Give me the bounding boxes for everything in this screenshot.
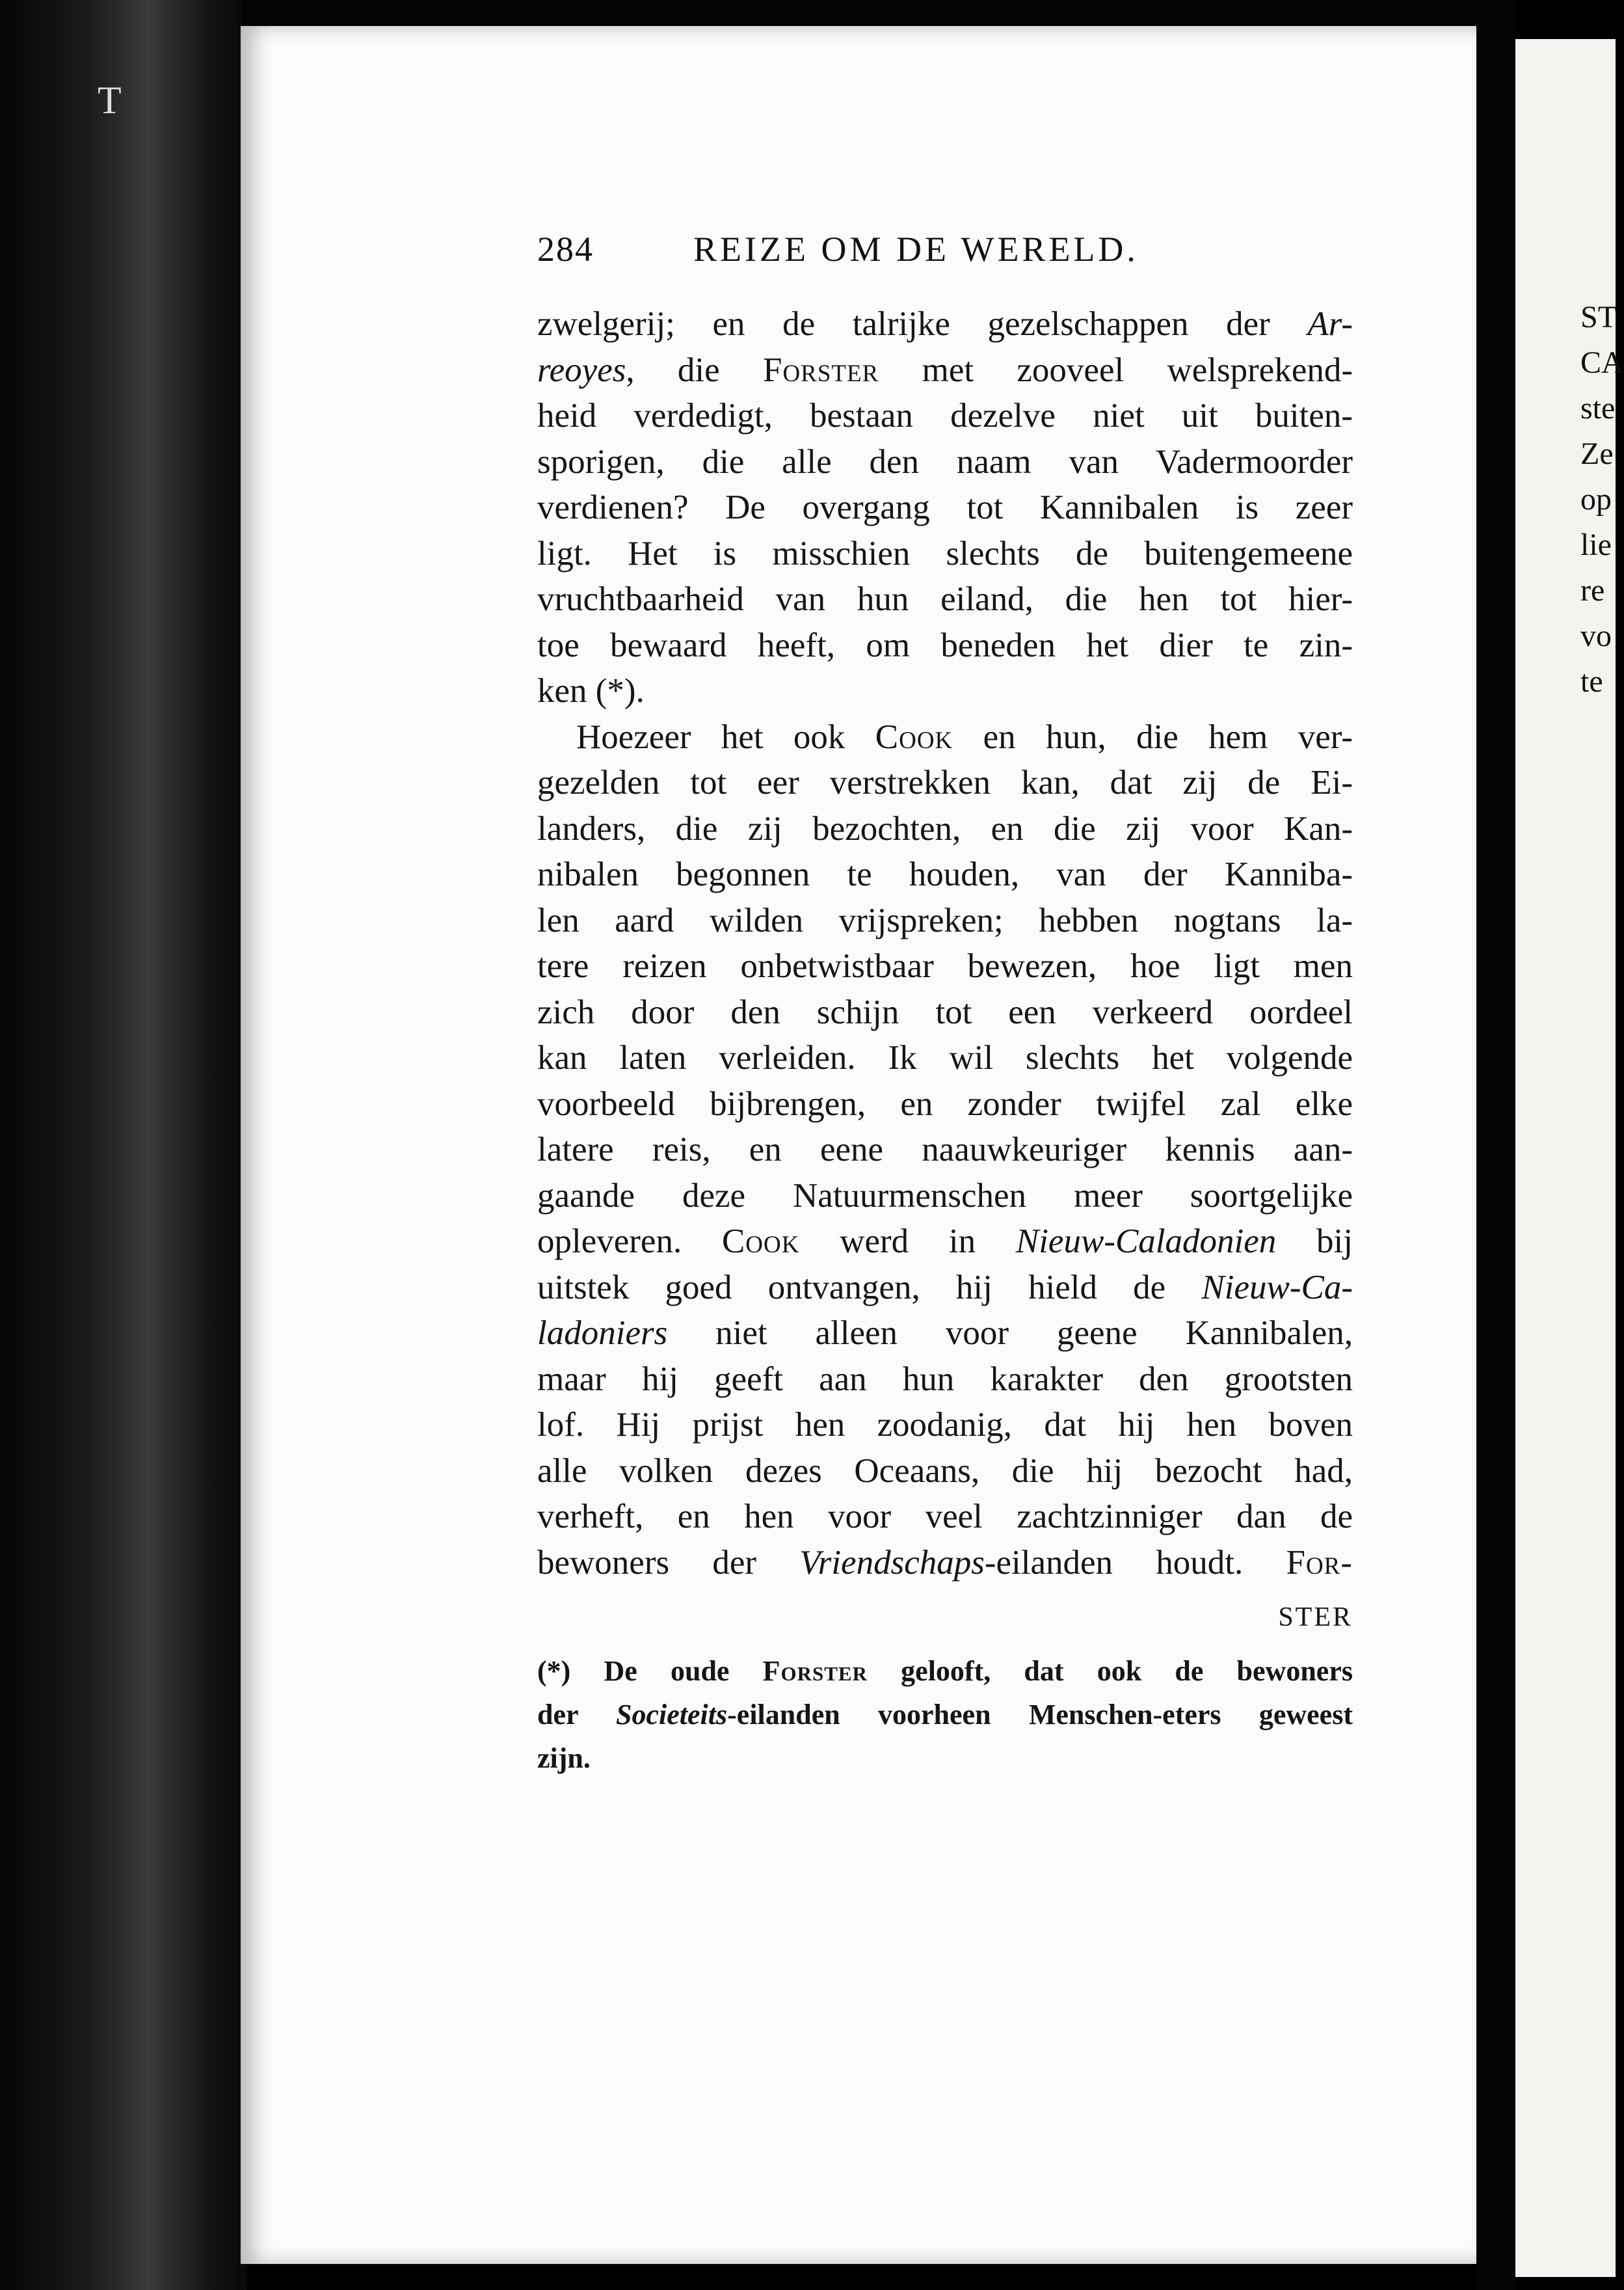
body-text-run: tere reizen onbetwistbaar bewezen, hoe ligt men <box>537 947 1353 985</box>
main-text <box>537 301 1353 1585</box>
footnote-line <box>537 1649 1353 1693</box>
body-text-run: len aard wilden vrijspreken; hebben nogtans la- <box>537 901 1353 939</box>
body-text-run: -eilanden houdt. <box>984 1543 1286 1582</box>
body-text-run: Vriendschaps <box>799 1543 985 1582</box>
body-line <box>537 576 1353 623</box>
body-text-run: zwelgerij; en de talrijke gezelschappen der <box>537 305 1308 343</box>
body-text-run: reoyes <box>537 351 626 389</box>
body-text-run: bij <box>1276 1222 1353 1260</box>
body-line <box>537 1265 1353 1311</box>
body-line <box>537 301 1353 347</box>
top-shadow <box>241 0 1476 27</box>
body-text-run: lof. Hij prijst hen zoodanig, dat hij hen boven <box>537 1406 1353 1444</box>
body-text-run: heid verdedigt, bestaan dezelve niet uit buiten- <box>537 397 1353 435</box>
footnote-text-run: gelooft, dat ook de bewoners <box>867 1655 1353 1687</box>
adjacent-page-text: Ze <box>1580 437 1614 471</box>
body-line <box>537 1081 1353 1127</box>
body-text-run: gaande deze Natuurmenschen meer soortgelijke <box>537 1176 1353 1215</box>
body-text-run: ladoniers <box>537 1314 668 1352</box>
body-text-run: bewoners der <box>537 1543 800 1582</box>
body-text-run: Nieuw-Caladonien <box>1015 1222 1277 1260</box>
body-line <box>537 623 1353 669</box>
body-text-run: zich door den schijn tot een verkeerd oordeel <box>537 993 1353 1031</box>
body-text-run: kan laten verleiden. Ik wil slechts het volgende <box>537 1039 1353 1077</box>
running-title: REIZE OM DE WERELD. <box>693 230 1139 269</box>
body-line <box>537 898 1353 944</box>
footnote-text-run: Societeits <box>616 1699 728 1731</box>
body-text-run: gezelden tot eer verstrekken kan, dat zij de Ei- <box>537 764 1353 801</box>
body-text-run: Forster <box>762 351 879 389</box>
body-text-run: Ar- <box>1307 305 1353 343</box>
adjacent-page-text: ste <box>1580 391 1616 425</box>
footnote-text-run: (*) De oude <box>537 1655 763 1687</box>
body-text-run: Cook <box>721 1222 800 1260</box>
body-line <box>537 1540 1353 1586</box>
adjacent-page-text: CA <box>1580 345 1624 380</box>
body-text-run: verheft, en hen voor veel zachtzinniger dan de <box>537 1498 1353 1535</box>
body-line <box>537 990 1353 1036</box>
body-line <box>537 1448 1353 1494</box>
gutter-shadow <box>1476 0 1515 2290</box>
body-text-run: vruchtbaarheid van hun eiland, die hen tot hier- <box>537 580 1353 618</box>
body-line <box>537 1173 1353 1219</box>
body-text-run: en hun, die hem ver- <box>953 718 1353 756</box>
footnote-text-run: Forster <box>762 1655 868 1687</box>
adjacent-page-text: re <box>1580 573 1605 608</box>
body-text-run: Hoezeer het ook <box>576 718 875 756</box>
footnote-text-run: zijn. <box>537 1742 591 1774</box>
body-line <box>537 393 1353 439</box>
body-text-run: alle volken dezes Oceaans, die hij bezocht had, <box>537 1451 1353 1490</box>
body-line <box>537 760 1353 806</box>
body-line <box>537 1127 1353 1173</box>
body-text-run: Cook <box>875 718 953 756</box>
body-line <box>537 1219 1353 1265</box>
body-line <box>537 852 1353 898</box>
body-text-run: opleveren. <box>537 1222 722 1260</box>
body-line <box>537 1310 1353 1356</box>
body-text-run: verdienen? De overgang tot Kannibalen is zeer <box>537 489 1353 526</box>
adjacent-page-text: vo <box>1580 619 1612 653</box>
body-text-run: For- <box>1286 1543 1353 1582</box>
body-line <box>537 1494 1353 1540</box>
body-line <box>537 806 1353 852</box>
footnote <box>537 1649 1353 1780</box>
adjacent-page-text: op <box>1580 482 1612 517</box>
adjacent-page-fragment <box>1515 39 1624 2277</box>
footnote-line <box>537 1693 1353 1736</box>
spine-mark: T <box>98 79 122 122</box>
adjacent-page-text: lie <box>1580 528 1612 562</box>
body-text-run: ligt. Het is misschien slechts de buitengemeene <box>537 534 1353 572</box>
body-text-run: sporigen, die alle den naam van Vadermoorder <box>537 442 1353 481</box>
body-line <box>537 1035 1353 1081</box>
page-header <box>537 229 1353 275</box>
body-text-run: met zooveel welsprekend- <box>879 351 1353 389</box>
footnote-line <box>537 1736 1353 1780</box>
body-text-run: nibalen begonnen te houden, van der Kanniba- <box>537 855 1353 893</box>
body-line <box>537 347 1353 394</box>
body-text-run: werd in <box>799 1222 1016 1260</box>
body-text-run: latere reis, en eene naauwkeuriger kennis aan- <box>537 1131 1353 1168</box>
body-line <box>537 1356 1353 1403</box>
body-text-run: Nieuw-Ca- <box>1201 1268 1353 1306</box>
body-text-run: maar hij geeft aan hun karakter den grootsten <box>537 1360 1353 1398</box>
adjacent-page-text: te <box>1580 664 1603 699</box>
catchword: STER <box>1278 1602 1353 1632</box>
body-line <box>537 439 1353 485</box>
body-line <box>537 943 1353 990</box>
body-line <box>537 714 1353 761</box>
body-text-run: uitstek goed ontvangen, hij hield de <box>537 1268 1202 1306</box>
page-number: 284 <box>537 230 594 269</box>
book-spine <box>0 0 247 2290</box>
body-text-run: niet alleen voor geene Kannibalen, <box>667 1314 1353 1352</box>
body-text-run: voorbeeld bijbrengen, en zonder twijfel zal elke <box>537 1084 1353 1123</box>
body-line <box>537 485 1353 531</box>
body-text-run: , die <box>626 351 763 389</box>
body-line <box>537 531 1353 577</box>
body-text-run: ken (*). <box>537 672 645 710</box>
body-text-run: toe bewaard heeft, om beneden het dier te zin- <box>537 626 1353 664</box>
footnote-text-run: -eilanden voorheen Menschen-eters geweest <box>727 1699 1353 1731</box>
body-line <box>537 668 1353 714</box>
adjacent-page-text: ST <box>1580 300 1617 334</box>
body-line <box>537 1402 1353 1448</box>
body-text-run: landers, die zij bezochten, en die zij voor Kan- <box>537 809 1353 848</box>
footnote-text-run: der <box>537 1699 617 1731</box>
